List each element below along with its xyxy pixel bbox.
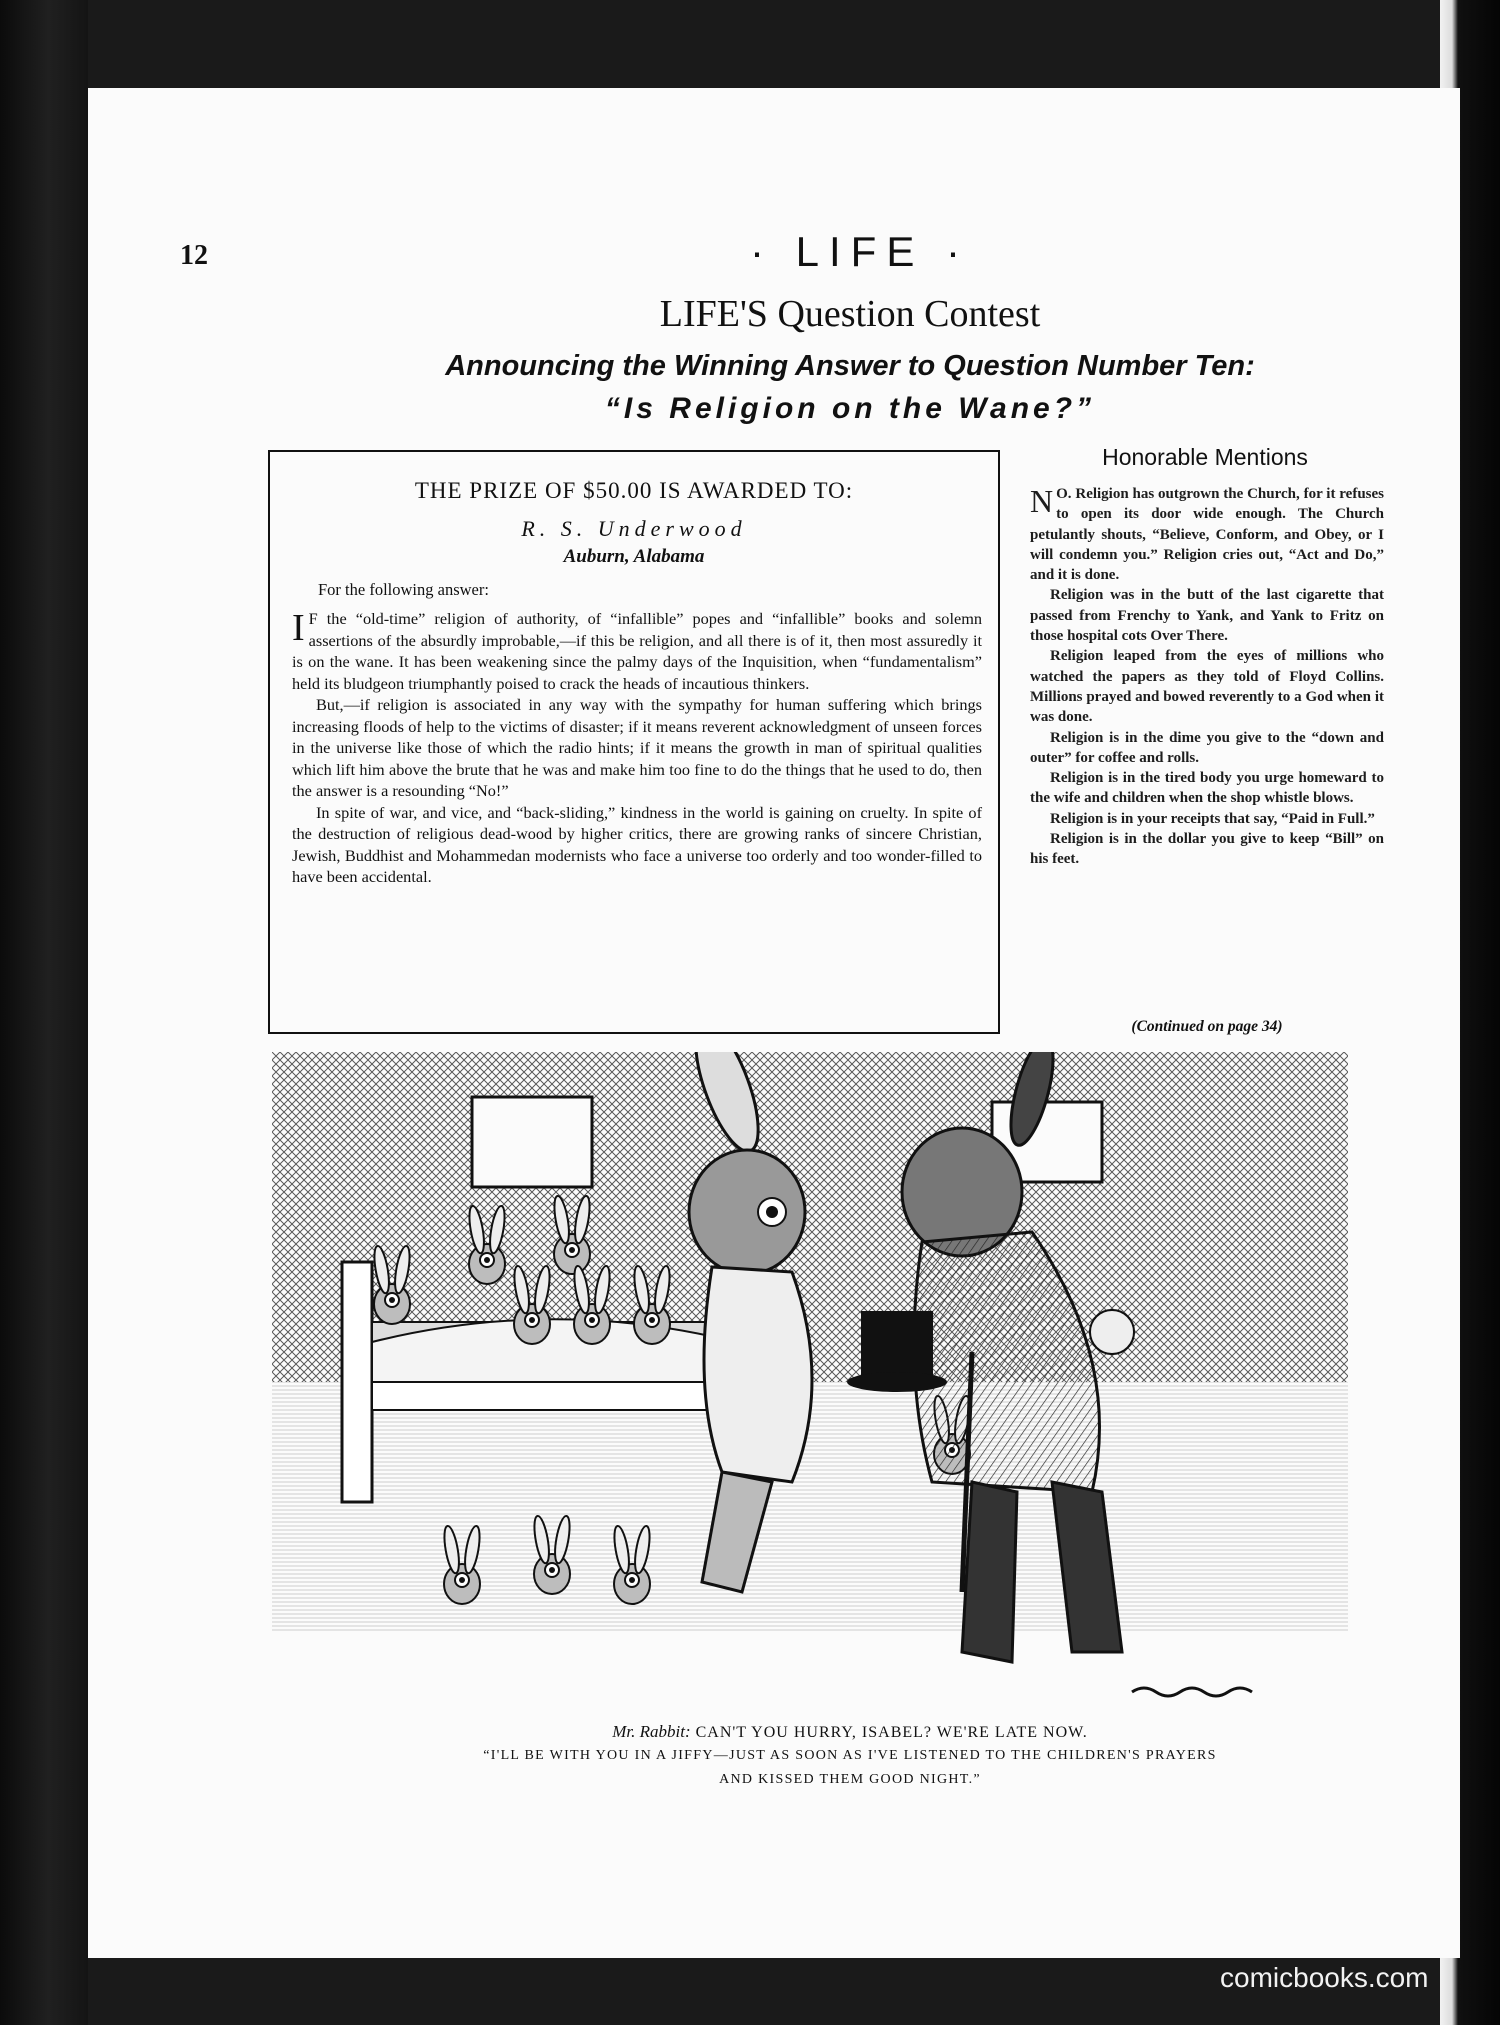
winner-location: Auburn, Alabama bbox=[563, 546, 705, 567]
page-number: 12 bbox=[180, 240, 208, 271]
cartoon-caption-line-1: Mr. Rabbit: CAN'T YOU HURRY, ISABEL? WE'RE LATE NOW. bbox=[612, 1722, 1088, 1741]
site-watermark: comicbooks.com bbox=[1220, 1962, 1429, 1993]
continued-note: (Continued on page 34) bbox=[1131, 1018, 1283, 1035]
title-prefix: LIFE'S bbox=[659, 293, 768, 335]
answer-paragraph: I F the “old-time” religion of authority, of “infallible” popes and “infallible” books and solemn assertions of the absurdly improbable,—if this be religion, and all there is of it, then most assuredly it is on the wane. It has been weakening since the palmy days of the Inquisition, when “fundamentalism” held its bludgeon triumphantly poised to crack the heads of incautious thinkers. bbox=[292, 607, 982, 693]
caption-speaker: Mr. Rabbit: bbox=[612, 1722, 691, 1741]
scan-left-border bbox=[0, 0, 88, 2025]
answer-paragraph: In spite of war, and vice, and “back-sliding,” kindness in the world is gaining on cruelty. In spite of the destruction of religious dead-wood by higher critics, there are growing ranks of sincere Christian, Jewish, Buddhist and Mohammedan modernists who face a universe too orderly and too wonder-filled to have been accidental. bbox=[292, 802, 982, 886]
mention-paragraph: N O. Religion has outgrown the Church, for it refuses to open its door wide enough. The Church petulantly shouts, “Believe, Conform, and Obey, or I will condemn you.” Religion cries out, “Act and Do,” and it is done. bbox=[1030, 483, 1384, 584]
honorable-mentions-heading: Honorable Mentions bbox=[1102, 444, 1308, 470]
running-head: · LIFE · bbox=[749, 228, 970, 275]
cartoon-caption-line-3: AND KISSED THEM GOOD NIGHT.” bbox=[719, 1772, 981, 1787]
winner-name: R. S. Underwood bbox=[521, 516, 747, 541]
mention-dropcap: N bbox=[1030, 483, 1054, 519]
top-hat bbox=[862, 1312, 932, 1382]
answer-paragraph: But,—if religion is associated in any way with the sympathy for human suffering which brings increasing floods of help to the victims of disaster; if it means reverent acknowledgment of unseen forces in the universe like those of which the radio hints; if it means the growth in man of spiritual qualities which lift him above the brute that he was and make him too fine to do the things that he used to do, then the answer is a resounding “No!” bbox=[292, 695, 982, 800]
winning-answer-text bbox=[292, 608, 982, 888]
answer-intro: For the following answer: bbox=[318, 580, 489, 599]
contest-title bbox=[500, 292, 1200, 336]
mention-paragraph: Religion is in the tired body you urge homeward to the wife and children when the shop whistle blows. bbox=[1030, 770, 1384, 807]
rabbit-family-cartoon bbox=[272, 1052, 1348, 1742]
prize-answer-box bbox=[268, 450, 1000, 1034]
mention-paragraph: Religion is in the dime you give to the “down and outer” for coffee and rolls. bbox=[1030, 729, 1384, 766]
subtitle-line-2: “Is Religion on the Wane?” bbox=[604, 392, 1096, 425]
mention-paragraph: Religion is in your receipts that say, “Paid in Full.” bbox=[1050, 810, 1375, 827]
title-rest: Question Contest bbox=[767, 293, 1041, 335]
honorable-mentions-text bbox=[1030, 484, 1384, 870]
mention-paragraph: Religion is in the dollar you give to keep “Bill” on his feet. bbox=[1030, 831, 1384, 868]
wall-picture-frame bbox=[472, 1097, 592, 1187]
mention-paragraph: Religion leaped from the eyes of millions who watched the papers as they told of Floyd Collins. Millions prayed and bowed reverently to a God when it was done. bbox=[1030, 648, 1384, 726]
mention-paragraph: Religion was in the butt of the last cigarette that passed from Frenchy to Yank, and Yank to Fritz on those hospital cots Over There. bbox=[1030, 587, 1384, 645]
answer-dropcap: I bbox=[292, 607, 305, 649]
subtitle-line-1: Announcing the Winning Answer to Question Number Ten: bbox=[445, 350, 1255, 382]
prize-heading: THE PRIZE OF $50.00 IS AWARDED TO: bbox=[414, 478, 854, 503]
cartoon-caption-line-2: “I'LL BE WITH YOU IN A JIFFY—JUST AS SOON AS I'VE LISTENED TO THE CHILDREN'S PRAYERS bbox=[483, 1748, 1217, 1763]
